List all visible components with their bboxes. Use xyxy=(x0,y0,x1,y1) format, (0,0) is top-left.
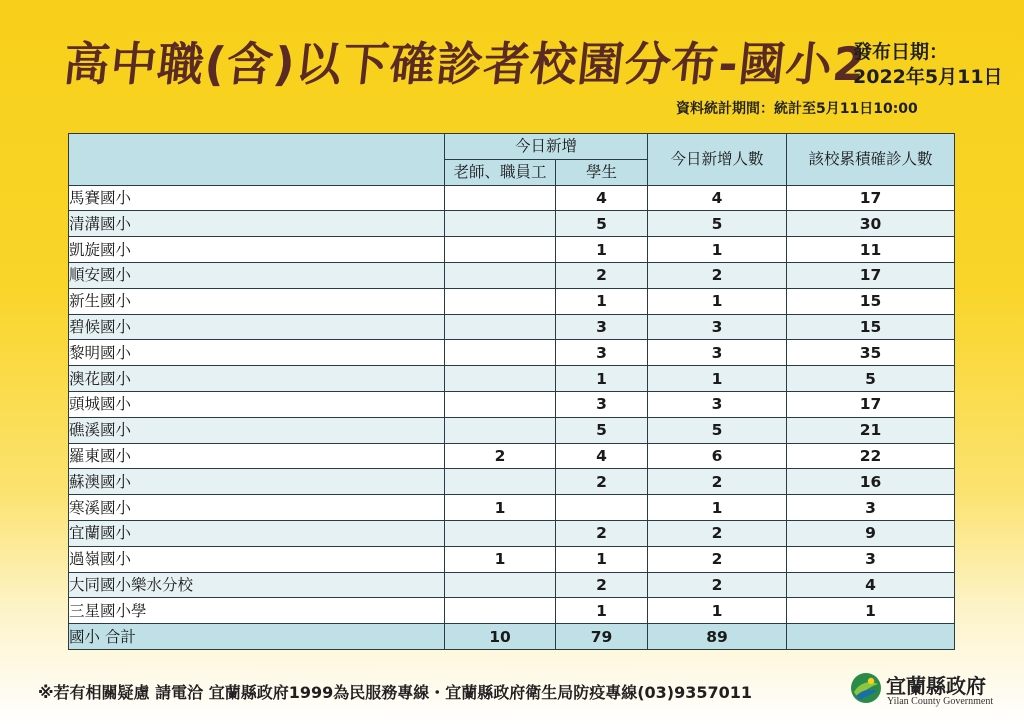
staff-cell xyxy=(445,391,556,417)
table-row xyxy=(69,391,955,417)
cumulative-cell: 15 xyxy=(787,314,955,340)
school-name-cell: 碧候國小 xyxy=(69,314,445,340)
school-name-cell: 羅東國小 xyxy=(69,443,445,469)
school-name-cell: 新生國小 xyxy=(69,288,445,314)
students-cell: 3 xyxy=(556,340,648,366)
today-total-cell: 2 xyxy=(648,546,787,572)
staff-cell xyxy=(445,314,556,340)
today-total-cell: 5 xyxy=(648,417,787,443)
cases-table xyxy=(68,133,955,650)
staff-cell xyxy=(445,211,556,237)
total-cumulative xyxy=(787,624,955,650)
table-row xyxy=(69,288,955,314)
publish-date-block xyxy=(853,40,1003,90)
students-cell: 5 xyxy=(556,417,648,443)
school-name-cell: 過嶺國小 xyxy=(69,546,445,572)
students-cell: 1 xyxy=(556,366,648,392)
table-row xyxy=(69,469,955,495)
publish-date-label: 發布日期： xyxy=(853,41,949,63)
school-name-cell: 頭城國小 xyxy=(69,391,445,417)
staff-cell xyxy=(445,598,556,624)
today-new-header: 今日新增 xyxy=(445,134,648,160)
today-total-cell: 4 xyxy=(648,185,787,211)
cumulative-cell: 3 xyxy=(787,495,955,521)
logo-english: Yilan County Government xyxy=(887,696,994,707)
cumulative-cell: 15 xyxy=(787,288,955,314)
cumulative-cell: 35 xyxy=(787,340,955,366)
total-staff: 10 xyxy=(445,624,556,650)
today-total-cell: 1 xyxy=(648,288,787,314)
cumulative-cell: 3 xyxy=(787,546,955,572)
total-label: 國小 合計 xyxy=(69,624,445,650)
staff-cell xyxy=(445,520,556,546)
today-total-cell: 1 xyxy=(648,495,787,521)
cumulative-cell: 30 xyxy=(787,211,955,237)
staff-cell xyxy=(445,262,556,288)
students-cell: 1 xyxy=(556,288,648,314)
students-header: 學生 xyxy=(556,159,648,185)
cumulative-cell: 1 xyxy=(787,598,955,624)
school-name-cell: 黎明國小 xyxy=(69,340,445,366)
students-cell: 1 xyxy=(556,237,648,263)
today-total-cell: 2 xyxy=(648,572,787,598)
staff-cell: 1 xyxy=(445,495,556,521)
cumulative-cell: 9 xyxy=(787,520,955,546)
school-name-cell: 宜蘭國小 xyxy=(69,520,445,546)
staff-cell: 1 xyxy=(445,546,556,572)
table-row xyxy=(69,237,955,263)
total-row xyxy=(69,624,955,650)
logo-name: 宜蘭縣政府 xyxy=(886,674,986,698)
staff-cell xyxy=(445,417,556,443)
staff-cell xyxy=(445,366,556,392)
school-name-cell: 寒溪國小 xyxy=(69,495,445,521)
today-total-cell: 1 xyxy=(648,366,787,392)
school-name-cell: 蘇澳國小 xyxy=(69,469,445,495)
school-name-cell: 三星國小學 xyxy=(69,598,445,624)
today-total-header: 今日新增人數 xyxy=(648,134,787,186)
today-total-cell: 3 xyxy=(648,314,787,340)
today-total-cell: 2 xyxy=(648,469,787,495)
footer-contact-note: ※若有相關疑慮 請電洽 宜蘭縣政府1999為民服務專線・宜蘭縣政府衛生局防疫專線(03)9357011 xyxy=(38,683,753,702)
students-cell xyxy=(556,495,648,521)
students-cell: 1 xyxy=(556,598,648,624)
today-total-cell: 6 xyxy=(648,443,787,469)
staff-cell xyxy=(445,185,556,211)
school-name-cell: 凱旋國小 xyxy=(69,237,445,263)
school-name-cell: 礁溪國小 xyxy=(69,417,445,443)
cumulative-cell: 22 xyxy=(787,443,955,469)
students-cell: 3 xyxy=(556,314,648,340)
table-row xyxy=(69,495,955,521)
school-name-header xyxy=(69,134,445,186)
today-total-cell: 1 xyxy=(648,237,787,263)
table-row xyxy=(69,314,955,340)
table-row xyxy=(69,366,955,392)
today-total-cell: 3 xyxy=(648,391,787,417)
table-row xyxy=(69,211,955,237)
publish-date: 2022年5月11日 xyxy=(853,66,1003,88)
yilan-county-emblem-icon xyxy=(850,672,882,704)
students-cell: 1 xyxy=(556,546,648,572)
total-students: 79 xyxy=(556,624,648,650)
table-row xyxy=(69,262,955,288)
today-total-cell: 2 xyxy=(648,520,787,546)
cumulative-cell: 16 xyxy=(787,469,955,495)
school-name-cell: 馬賽國小 xyxy=(69,185,445,211)
students-cell: 2 xyxy=(556,262,648,288)
stat-period: 資料統計期間：統計至5月11日10:00 xyxy=(676,101,918,117)
students-cell: 2 xyxy=(556,520,648,546)
staff-cell xyxy=(445,572,556,598)
school-name-cell: 清溝國小 xyxy=(69,211,445,237)
table-body xyxy=(69,185,955,624)
cumulative-cell: 5 xyxy=(787,366,955,392)
today-total-cell: 3 xyxy=(648,340,787,366)
students-cell: 4 xyxy=(556,185,648,211)
cumulative-cell: 11 xyxy=(787,237,955,263)
table-row xyxy=(69,598,955,624)
staff-cell: 2 xyxy=(445,443,556,469)
total-today: 89 xyxy=(648,624,787,650)
school-name-cell: 大同國小樂水分校 xyxy=(69,572,445,598)
table-row xyxy=(69,546,955,572)
students-cell: 3 xyxy=(556,391,648,417)
today-total-cell: 2 xyxy=(648,262,787,288)
page-title: 高中職(含)以下確診者校園分布-國小2 xyxy=(60,37,869,91)
staff-cell xyxy=(445,288,556,314)
teachers-staff-header: 老師、職員工 xyxy=(445,159,556,185)
cumulative-cell: 21 xyxy=(787,417,955,443)
staff-cell xyxy=(445,340,556,366)
school-name-cell: 澳花國小 xyxy=(69,366,445,392)
staff-cell xyxy=(445,469,556,495)
cumulative-cell: 17 xyxy=(787,262,955,288)
cumulative-cell: 4 xyxy=(787,572,955,598)
students-cell: 2 xyxy=(556,572,648,598)
cumulative-cell: 17 xyxy=(787,391,955,417)
table-row xyxy=(69,417,955,443)
cumulative-cell: 17 xyxy=(787,185,955,211)
table-row xyxy=(69,520,955,546)
cumulative-header: 該校累積確診人數 xyxy=(787,134,955,186)
staff-cell xyxy=(445,237,556,263)
students-cell: 4 xyxy=(556,443,648,469)
table-row xyxy=(69,340,955,366)
school-name-cell: 順安國小 xyxy=(69,262,445,288)
today-total-cell: 1 xyxy=(648,598,787,624)
today-total-cell: 5 xyxy=(648,211,787,237)
table-header-row xyxy=(69,134,955,160)
county-logo xyxy=(850,670,1000,710)
table-row xyxy=(69,443,955,469)
table-row xyxy=(69,572,955,598)
table-row xyxy=(69,185,955,211)
students-cell: 5 xyxy=(556,211,648,237)
students-cell: 2 xyxy=(556,469,648,495)
